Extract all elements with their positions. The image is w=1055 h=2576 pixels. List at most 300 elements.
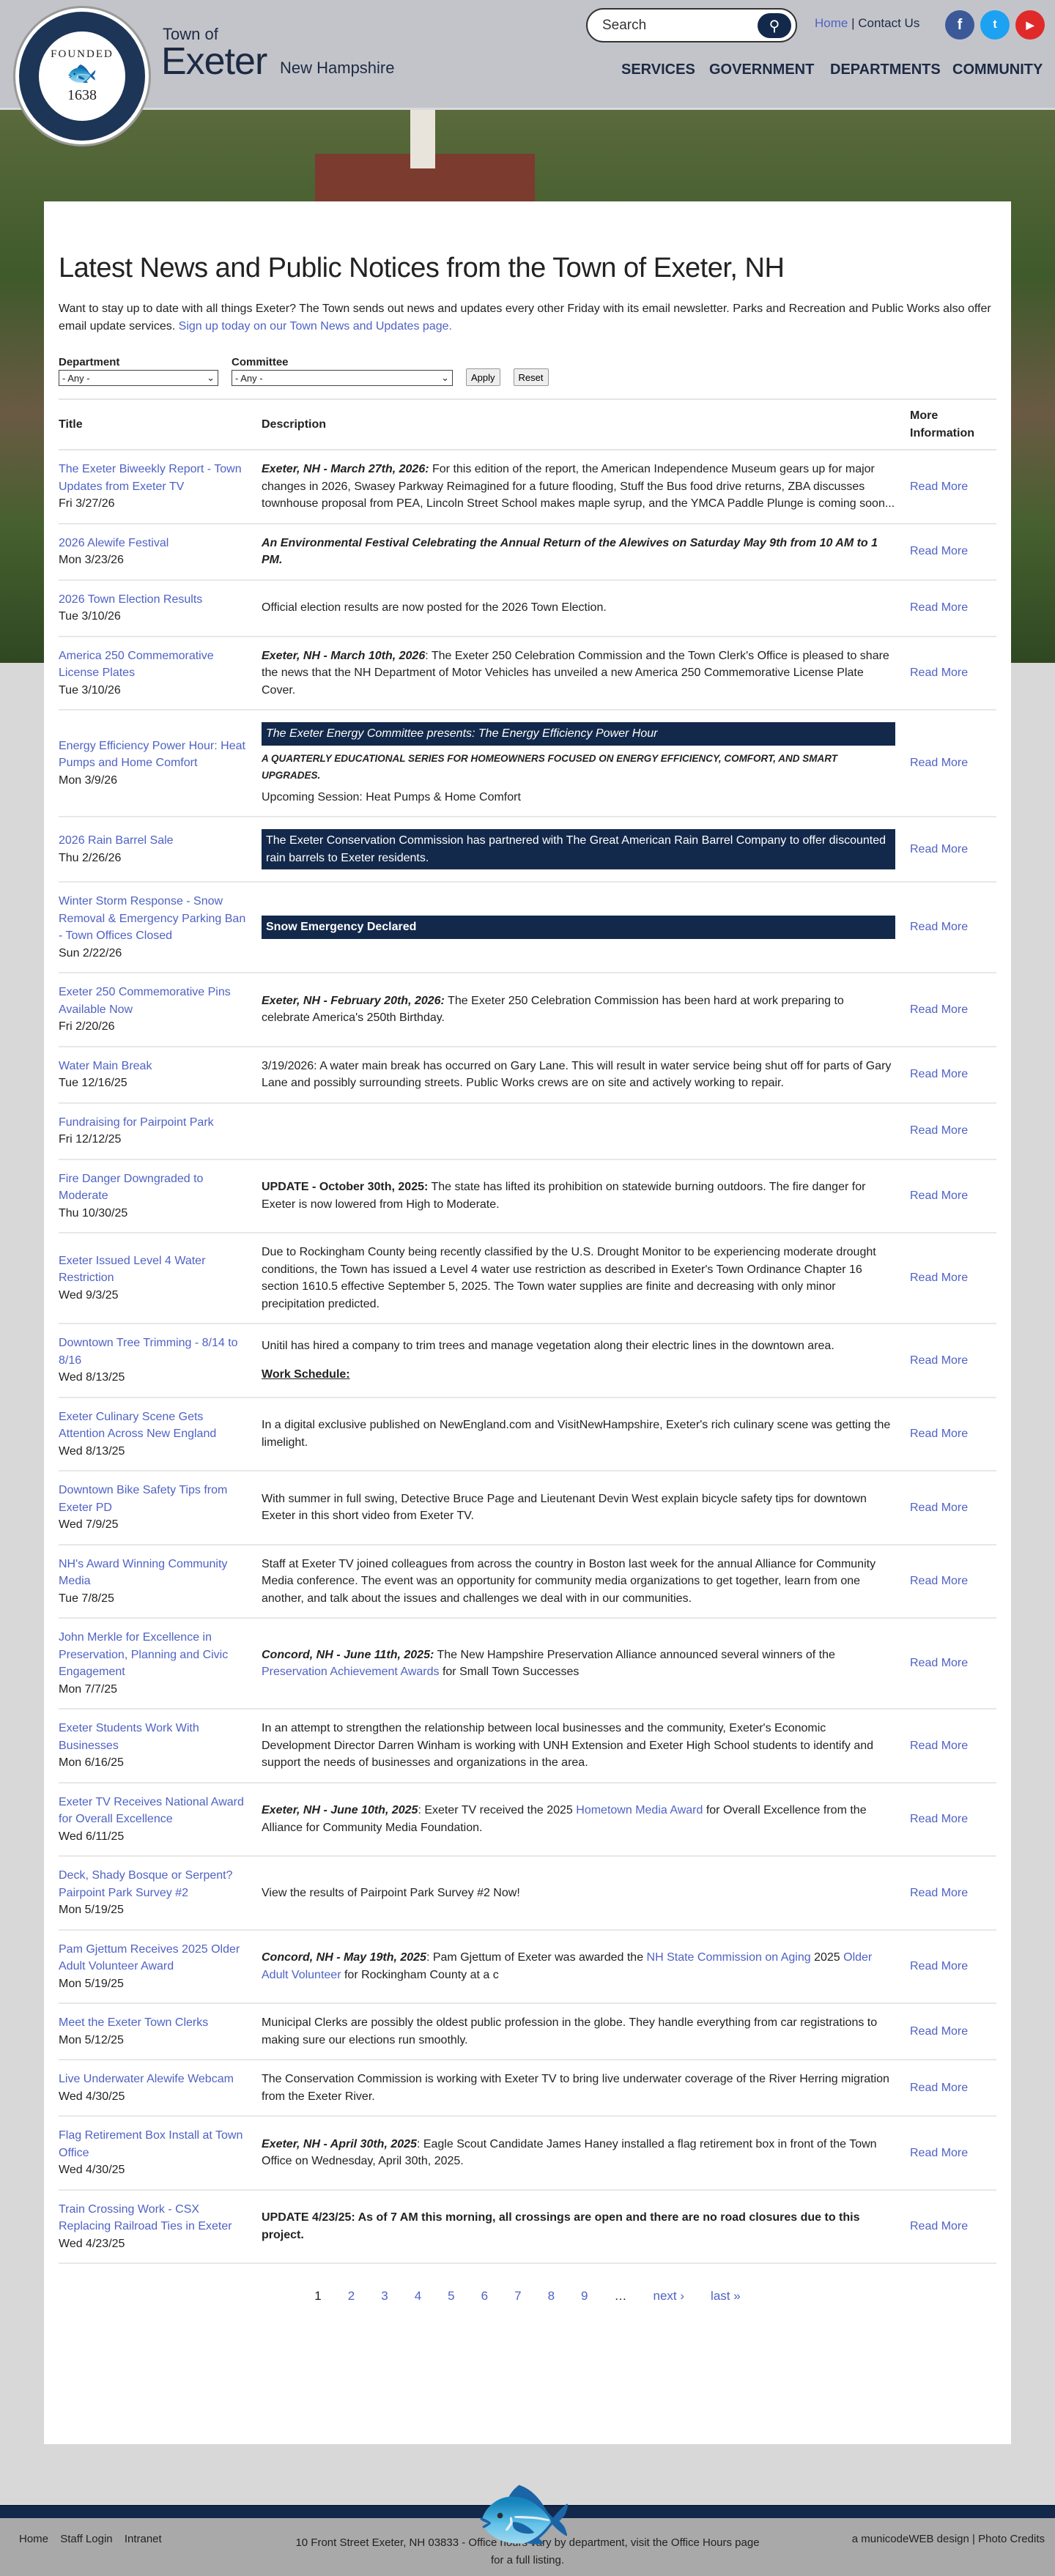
more-cell xyxy=(910,1398,996,1471)
page-link[interactable]: 3 xyxy=(381,2289,388,2303)
description-text: View the results of Pairpoint Park Survey #2 Now! xyxy=(262,1886,520,1899)
description-cell xyxy=(262,710,910,817)
page-link[interactable]: 9 xyxy=(581,2289,588,2303)
inline-link[interactable]: Hometown Media Award xyxy=(576,1804,703,1817)
news-title-link[interactable]: Exeter Issued Level 4 Water Restriction xyxy=(59,1254,206,1285)
footer-fish-icon: 🐟 xyxy=(473,2467,574,2557)
more-cell xyxy=(910,1103,996,1159)
description-paragraph xyxy=(262,1802,895,1836)
table-row xyxy=(59,1047,996,1103)
read-more-link[interactable]: Read More xyxy=(910,1657,969,1670)
more-cell xyxy=(910,1545,996,1619)
description-paragraph xyxy=(262,1337,895,1355)
news-title-link[interactable]: Downtown Bike Safety Tips from Exeter PD xyxy=(59,1484,228,1514)
news-date: Wed 8/13/25 xyxy=(59,1371,125,1384)
news-date: Tue 12/16/25 xyxy=(59,1077,127,1089)
title-cell xyxy=(59,710,262,817)
description-cell xyxy=(262,882,910,973)
table-row xyxy=(59,1471,996,1545)
intro-text xyxy=(59,300,996,335)
nav-government[interactable]: GOVERNMENT xyxy=(709,62,815,78)
news-date: Thu 2/26/26 xyxy=(59,851,122,864)
title-cell xyxy=(59,636,262,710)
page-link[interactable]: 5 xyxy=(448,2289,455,2303)
more-cell xyxy=(910,2190,996,2264)
site-footer: Home Staff Login Intranet 10 Front Street Exeter, NH 03833 - Office hours vary by department, visit the Office Hours page for a full listing. a municodeWEB design | Photo Credits xyxy=(0,2518,1055,2576)
state-label: New Hampshire xyxy=(280,59,395,77)
news-date: Mon 3/23/26 xyxy=(59,554,124,566)
news-date: Fri 2/20/26 xyxy=(59,1020,115,1033)
more-cell xyxy=(910,1047,996,1103)
title-cell xyxy=(59,973,262,1047)
town-of-label: Town of xyxy=(163,25,218,43)
description-paragraph xyxy=(262,2014,895,2049)
description-paragraph xyxy=(262,1885,895,1902)
title-cell xyxy=(59,2190,262,2264)
description-paragraph xyxy=(262,647,895,699)
site-header: Town of Exeter New Hampshire Search ⚲ Home | Contact Us f t ▶ SERVICES GOVERNMENT DEPARTMENTS COMMUNITY xyxy=(0,0,1055,110)
description-cell xyxy=(262,2116,910,2190)
highlight-box xyxy=(262,916,895,939)
description-cell xyxy=(262,2003,910,2060)
news-title-link[interactable]: Train Crossing Work - CSX Replacing Railroad Ties in Exeter xyxy=(59,2202,232,2232)
table-row xyxy=(59,817,996,882)
description-cell xyxy=(262,1324,910,1398)
title-cell xyxy=(59,1783,262,1857)
table-row xyxy=(59,524,996,580)
title-cell xyxy=(59,2060,262,2116)
title-cell xyxy=(59,580,262,636)
reset-button[interactable]: Reset xyxy=(514,368,549,386)
news-title-link[interactable]: John Merkle for Excellence in Preservation, Planning and Civic Engagement xyxy=(59,1631,229,1678)
description-paragraph xyxy=(262,461,895,513)
more-cell xyxy=(910,450,996,524)
news-title-link[interactable]: 2026 Rain Barrel Sale xyxy=(59,834,174,847)
description-cell xyxy=(262,1233,910,1324)
news-date: Fri 3/27/26 xyxy=(59,497,115,510)
news-title-link[interactable]: The Exeter Biweekly Report - Town Updates from Exeter TV xyxy=(59,463,242,493)
description-text: Official election results are now posted for the 2026 Town Election. xyxy=(262,601,607,615)
description-paragraph xyxy=(262,992,895,1027)
department-select[interactable] xyxy=(59,370,218,386)
news-date: Mon 3/9/26 xyxy=(59,773,118,787)
intro-body: Want to stay up to date with all things Exeter? The Town sends out news and updates every other Friday with its email newsletter. Parks and Recreation and Public Works also offer email update services. xyxy=(59,302,991,333)
title-cell xyxy=(59,1103,262,1159)
description-cell xyxy=(262,817,910,882)
description-text: UPDATE - October 30th, 2025: xyxy=(262,1181,429,1194)
description-paragraph xyxy=(262,1647,895,1681)
news-date: Wed 6/11/25 xyxy=(59,1830,125,1843)
description-cell xyxy=(262,1047,910,1103)
news-date: Wed 4/30/25 xyxy=(59,2090,125,2103)
description-text: The Exeter Energy Committee presents: The Energy Efficiency Power Hour xyxy=(266,727,658,740)
news-title-link[interactable]: Winter Storm Response - Snow Removal & Emergency Parking Ban - Town Offices Closed xyxy=(59,895,246,942)
news-date: Wed 9/3/25 xyxy=(59,1288,119,1302)
nav-community[interactable]: COMMUNITY xyxy=(952,62,1043,78)
more-cell xyxy=(910,710,996,817)
read-more-link[interactable]: Read More xyxy=(910,2146,969,2159)
description-text: Municipal Clerks are possibly the oldest public profession in the globe. They handle everything from car registrations to making sure our elections run smoothly. xyxy=(262,2016,878,2046)
news-date: Wed 7/9/25 xyxy=(59,1518,119,1531)
read-more-link[interactable]: Read More xyxy=(910,2220,969,2232)
read-more-link[interactable]: Read More xyxy=(910,757,969,770)
more-cell xyxy=(910,580,996,636)
description-text: Exeter, NH - June 10th, 2025 xyxy=(262,1804,418,1817)
description-paragraph xyxy=(262,1366,895,1384)
read-more-link[interactable]: Read More xyxy=(910,1272,969,1285)
description-text: 2025 xyxy=(810,1951,844,1964)
page-link[interactable]: 2 xyxy=(347,2289,355,2303)
description-cell xyxy=(262,1783,910,1857)
seal-founded: FOUNDED xyxy=(51,48,114,60)
youtube-icon[interactable]: ▶ xyxy=(1015,10,1045,40)
description-text: for Small Town Successes xyxy=(439,1666,580,1678)
table-row xyxy=(59,450,996,524)
description-text: : Eagle Scout Candidate James Haney installed a flag retirement box in front of the Town Office on Wednesday, April 30th, 2025. xyxy=(262,2137,877,2168)
news-date: Mon 5/19/25 xyxy=(59,1977,124,1990)
read-more-link[interactable]: Read More xyxy=(910,1886,969,1899)
read-more-link[interactable]: Read More xyxy=(910,1813,969,1825)
read-more-link[interactable]: Read More xyxy=(910,667,969,679)
description-cell xyxy=(262,1618,910,1709)
more-cell xyxy=(910,524,996,580)
search-icon[interactable]: ⚲ xyxy=(758,13,791,38)
title-cell xyxy=(59,2003,262,2060)
news-date: Tue 3/10/26 xyxy=(59,610,121,623)
read-more-link[interactable]: Read More xyxy=(910,921,969,934)
more-cell xyxy=(910,1930,996,2004)
committee-label: Committee xyxy=(232,356,289,368)
description-text: Snow Emergency Declared xyxy=(266,921,417,934)
description-text: Exeter, NH - February 20th, 2026: xyxy=(262,994,445,1007)
newsletter-signup-link[interactable]: Sign up today on our Town News and Updates page. xyxy=(178,320,452,333)
description-text: For this edition of the report, the American Independence Museum gears up for major changes in 2026, Swasey Parkway Reimagined for a future flooding, Stuff the Bus food drive returns, ZBA discusses townhouse proposal from PEA, Lincoln Street School makes maple syrup, and the YMCA Paddle Plunge is coming soon... xyxy=(262,463,895,510)
description-text: : Pam Gjettum of Exeter was awarded the xyxy=(426,1951,647,1964)
description-text: Upcoming Session: Heat Pumps & Home Comfort xyxy=(262,790,521,803)
inline-link[interactable]: Preservation Achievement Awards xyxy=(262,1666,440,1678)
news-title-link[interactable]: Downtown Tree Trimming - 8/14 to 8/16 xyxy=(59,1337,238,1367)
table-row xyxy=(59,973,996,1047)
table-row xyxy=(59,1103,996,1159)
description-text: Staff at Exeter TV joined colleagues from across the country in Boston last week for the annual Alliance for Community Media conference. The event was an opportunity for community media organizations to get together, learn from one another, and talk about the issues and challenges we deal with in our communities. xyxy=(262,1557,876,1605)
description-paragraph xyxy=(262,789,895,806)
title-cell xyxy=(59,1471,262,1545)
department-value: - Any - xyxy=(62,372,90,384)
search-placeholder: Search xyxy=(602,17,647,33)
nav-departments[interactable]: DEPARTMENTS xyxy=(830,62,941,78)
col-description: Description xyxy=(262,399,910,450)
description-paragraph xyxy=(262,1244,895,1313)
read-more-link[interactable]: Read More xyxy=(910,1189,969,1202)
page-title: Latest News and Public Notices from the Town of Exeter, NH xyxy=(59,253,785,283)
news-date: Tue 3/10/26 xyxy=(59,683,121,697)
description-text: In an attempt to strengthen the relationship between local businesses and the community, Exeter's Economic Development Director Darren Winham is working with UNH Extension and Exeter High School students to identify and support the needs of businesses and organizations in the area. xyxy=(262,1722,874,1769)
description-paragraph xyxy=(262,2209,895,2243)
more-cell xyxy=(910,1233,996,1324)
description-cell xyxy=(262,1856,910,1930)
description-cell xyxy=(262,524,910,580)
description-paragraph xyxy=(262,1949,895,1983)
more-cell xyxy=(910,1159,996,1233)
read-more-link[interactable]: Read More xyxy=(910,1428,969,1440)
description-cell xyxy=(262,973,910,1047)
page-link[interactable]: 6 xyxy=(481,2289,489,2303)
subheading xyxy=(262,750,895,784)
table-row xyxy=(59,882,996,973)
description-text: Concord, NH - May 19th, 2025 xyxy=(262,1951,426,1964)
seal-year: 1638 xyxy=(67,87,97,103)
site-name[interactable]: Exeter xyxy=(161,40,267,83)
footer-staff-login-link[interactable]: Staff Login xyxy=(60,2533,113,2545)
news-title-link[interactable]: Fundraising for Pairpoint Park xyxy=(59,1116,214,1129)
search-input[interactable] xyxy=(586,8,797,42)
more-cell xyxy=(910,1709,996,1783)
col-more-information: More Information xyxy=(910,399,996,450)
description-text: An Environmental Festival Celebrating the Annual Return of the Alewives on Saturday May 9th from 10 AM to 1 PM. xyxy=(262,536,878,566)
read-more-link[interactable]: Read More xyxy=(910,1960,969,1972)
description-text: : Exeter TV received the 2025 xyxy=(418,1804,577,1817)
table-row xyxy=(59,1398,996,1471)
more-cell xyxy=(910,636,996,710)
more-cell xyxy=(910,973,996,1047)
title-cell xyxy=(59,1709,262,1783)
page-ellipsis: … xyxy=(614,2289,627,2303)
inline-link[interactable]: NH State Commission on Aging xyxy=(646,1951,811,1964)
description-paragraph xyxy=(262,1417,895,1451)
inline-link[interactable]: Older Adult Volunteer xyxy=(262,1951,873,1981)
news-date: Wed 4/23/25 xyxy=(59,2237,125,2250)
description-cell xyxy=(262,1398,910,1471)
description-paragraph xyxy=(262,1491,895,1525)
page-link[interactable]: 7 xyxy=(514,2289,522,2303)
more-cell xyxy=(910,1618,996,1709)
title-cell xyxy=(59,1618,262,1709)
news-date: Mon 6/16/25 xyxy=(59,1756,124,1769)
table-row xyxy=(59,580,996,636)
page-link[interactable]: 4 xyxy=(414,2289,422,2303)
description-paragraph xyxy=(262,1556,895,1608)
committee-value: - Any - xyxy=(235,372,263,384)
description-paragraph xyxy=(262,2071,895,2105)
news-title-link[interactable]: America 250 Commemorative License Plates xyxy=(59,649,214,679)
description-text: The state has lifted its prohibition on statewide burning outdoors. The fire danger for Exeter is now lowered from High to Moderate. xyxy=(262,1181,866,1211)
news-title-link[interactable]: Exeter Culinary Scene Gets Attention Across New England xyxy=(59,1410,217,1440)
news-date: Thu 10/30/25 xyxy=(59,1206,128,1220)
more-cell xyxy=(910,2003,996,2060)
description-text: Unitil has hired a company to trim trees and manage vegetation along their electric lines in the downtown area. xyxy=(262,1339,834,1352)
contact-link[interactable]: Contact Us xyxy=(858,16,920,30)
chevron-down-icon: ⌄ xyxy=(441,372,449,383)
read-more-link[interactable]: Read More xyxy=(910,842,969,855)
more-cell xyxy=(910,2060,996,2116)
news-title-link[interactable]: Water Main Break xyxy=(59,1059,152,1072)
description-text: With summer in full swing, Detective Bruce Page and Lieutenant Devin West explain bicycle safety tips for downtown Exeter in this short video from Exeter TV. xyxy=(262,1492,867,1523)
title-cell xyxy=(59,2116,262,2190)
next-page-link[interactable]: next › xyxy=(653,2289,685,2303)
table-row xyxy=(59,2003,996,2060)
municode-link[interactable]: a municodeWEB design xyxy=(851,2533,969,2545)
table-row xyxy=(59,1233,996,1324)
read-more-link[interactable]: Read More xyxy=(910,1124,969,1137)
read-more-link[interactable]: Read More xyxy=(910,545,969,558)
description-paragraph xyxy=(262,2136,895,2170)
read-more-link[interactable]: Read More xyxy=(910,601,969,615)
description-text: Due to Rockingham County being recently classified by the U.S. Drought Monitor to be experiencing moderate drought conditions, the Town has issued a Level 4 water use restriction as described in Exeter's Town Ordinance Chapter 16 section 1610.5 effective September 5, 2025. The Town water supplies are finite and decreasing with only minor precipitation predicted. xyxy=(262,1246,876,1310)
description-text: 3/19/2026: A water main break has occurred on Gary Lane. This will result in water service being shut off for parts of Gary Lane and possibly surrounding streets. Public Works crews are on site and actively working to repair. xyxy=(262,1059,892,1089)
more-cell xyxy=(910,2116,996,2190)
news-date: Wed 8/13/25 xyxy=(59,1444,125,1458)
table-row xyxy=(59,1618,996,1709)
read-more-link[interactable]: Read More xyxy=(910,1003,969,1016)
description-cell xyxy=(262,2190,910,2264)
title-cell xyxy=(59,450,262,524)
photo-credits-link[interactable]: Photo Credits xyxy=(978,2533,1045,2545)
table-row xyxy=(59,1324,996,1398)
description-text: The New Hampshire Preservation Alliance announced several winners of the xyxy=(434,1648,835,1661)
footer-address: 10 Front Street Exeter, NH 03833 - Office hours vary by department, visit the Office Hours page for a full listing. xyxy=(295,2536,760,2566)
description-paragraph xyxy=(262,1058,895,1092)
read-more-link[interactable]: Read More xyxy=(910,1575,969,1587)
page-link[interactable]: 8 xyxy=(547,2289,555,2303)
description-cell xyxy=(262,1545,910,1619)
highlight-box xyxy=(262,722,895,746)
news-date: Mon 5/19/25 xyxy=(59,1904,124,1916)
description-cell xyxy=(262,1930,910,2004)
description-text: The Exeter Conservation Commission has partnered with The Great American Rain Barrel Company to offer discounted rain barrels to Exeter residents. xyxy=(266,834,886,864)
department-label: Department xyxy=(59,356,120,368)
description-text: Exeter, NH - April 30th, 2025 xyxy=(262,2137,417,2150)
description-text: for Rockingham County at a c xyxy=(341,1968,499,1981)
description-text: Exeter, NH - March 27th, 2026: xyxy=(262,463,429,475)
footer-intranet-link[interactable]: Intranet xyxy=(124,2533,162,2545)
footer-home-link[interactable]: Home xyxy=(19,2533,49,2545)
title-cell xyxy=(59,1159,262,1233)
news-date: Fri 12/12/25 xyxy=(59,1133,122,1146)
description-text: The Conservation Commission is working with Exeter TV to bring live underwater coverage of the River Herring migration from the Exeter River. xyxy=(262,2073,889,2103)
title-cell xyxy=(59,1233,262,1324)
page-current: 1 xyxy=(314,2289,322,2303)
description-paragraph xyxy=(262,1178,895,1213)
title-cell xyxy=(59,1856,262,1930)
read-more-link[interactable]: Read More xyxy=(910,1354,969,1367)
description-cell xyxy=(262,1159,910,1233)
description-cell xyxy=(262,1709,910,1783)
description-text: Work Schedule: xyxy=(262,1368,350,1381)
news-title-link[interactable]: Flag Retirement Box Install at Town Office xyxy=(59,2129,243,2159)
description-cell xyxy=(262,450,910,524)
description-paragraph xyxy=(262,1720,895,1772)
description-text: Exeter, NH - March 10th, 2026 xyxy=(262,649,426,662)
read-more-link[interactable]: Read More xyxy=(910,2081,969,2094)
more-cell xyxy=(910,817,996,882)
description-cell xyxy=(262,636,910,710)
description-text: In a digital exclusive published on NewEngland.com and VisitNewHampshire, Exeter's rich culinary scene was getting the limelight. xyxy=(262,1419,891,1449)
news-date: Mon 5/12/25 xyxy=(59,2033,124,2046)
table-row xyxy=(59,636,996,710)
table-row xyxy=(59,1930,996,2004)
title-cell xyxy=(59,524,262,580)
last-page-link[interactable]: last » xyxy=(711,2289,741,2303)
news-title-link[interactable]: Exeter 250 Commemorative Pins Available Now xyxy=(59,986,231,1016)
more-cell xyxy=(910,1324,996,1398)
table-row xyxy=(59,2116,996,2190)
table-row xyxy=(59,710,996,817)
title-cell xyxy=(59,882,262,973)
pagination xyxy=(59,2289,996,2304)
description-text: The Exeter 250 Celebration Commission has been hard at work preparing to celebrate America's 250th Birthday. xyxy=(262,994,844,1025)
news-title-link[interactable]: Live Underwater Alewife Webcam xyxy=(59,2073,234,2085)
news-title-link[interactable]: 2026 Alewife Festival xyxy=(59,536,169,549)
news-date: Wed 4/30/25 xyxy=(59,2164,125,2176)
description-cell xyxy=(262,580,910,636)
more-cell xyxy=(910,1471,996,1545)
more-cell xyxy=(910,882,996,973)
read-more-link[interactable]: Read More xyxy=(910,2024,969,2038)
table-row xyxy=(59,1545,996,1619)
description-text: for Overall Excellence from the Alliance for Community Media Foundation. xyxy=(262,1804,867,1834)
news-title-link[interactable]: Fire Danger Downgraded to Moderate xyxy=(59,1172,204,1202)
news-date: Mon 7/7/25 xyxy=(59,1682,118,1696)
fish-icon: 🐟 xyxy=(66,60,98,87)
title-cell xyxy=(59,1398,262,1471)
nav-services[interactable]: SERVICES xyxy=(621,62,695,78)
highlight-box xyxy=(262,829,895,869)
more-cell xyxy=(910,1783,996,1857)
title-cell xyxy=(59,817,262,882)
table-row xyxy=(59,1856,996,1930)
table-row xyxy=(59,2190,996,2264)
facebook-icon[interactable]: f xyxy=(945,10,974,40)
news-title-link[interactable]: Exeter Students Work With Businesses xyxy=(59,1722,199,1752)
description-text: Concord, NH - June 11th, 2025: xyxy=(262,1648,434,1661)
read-more-link[interactable]: Read More xyxy=(910,1068,969,1081)
description-paragraph xyxy=(262,535,895,569)
title-cell xyxy=(59,1324,262,1398)
table-row xyxy=(59,1783,996,1857)
news-title-link[interactable]: Meet the Exeter Town Clerks xyxy=(59,2016,209,2029)
description-cell xyxy=(262,2060,910,2116)
news-date: Sun 2/22/26 xyxy=(59,946,122,959)
col-title: Title xyxy=(59,399,262,450)
news-date: Tue 7/8/25 xyxy=(59,1592,114,1605)
description-text: A QUARTERLY EDUCATIONAL SERIES FOR HOMEOWNERS FOCUSED ON ENERGY EFFICIENCY, COMFORT, AND SMART UPGRADES. xyxy=(262,752,838,781)
news-title-link[interactable]: Pam Gjettum Receives 2025 Older Adult Volunteer Award xyxy=(59,1942,240,1972)
more-cell xyxy=(910,1856,996,1930)
apply-button[interactable]: Apply xyxy=(466,368,500,386)
description-paragraph xyxy=(262,599,895,617)
read-more-link[interactable]: Read More xyxy=(910,1739,969,1752)
news-title-link[interactable]: 2026 Town Election Results xyxy=(59,593,203,606)
chevron-down-icon: ⌄ xyxy=(207,372,215,383)
table-row xyxy=(59,1159,996,1233)
read-more-link[interactable]: Read More xyxy=(910,480,969,493)
table-row xyxy=(59,1709,996,1783)
description-text: UPDATE 4/23/25: As of 7 AM this morning, all crossings are open and there are no road closures due to this project. xyxy=(262,2211,860,2241)
title-cell xyxy=(59,1047,262,1103)
committee-select[interactable] xyxy=(232,370,453,386)
news-title-link[interactable]: NH's Award Winning Community Media xyxy=(59,1557,228,1587)
town-seal-logo[interactable] xyxy=(13,6,151,146)
twitter-icon[interactable]: t xyxy=(980,10,1010,40)
news-title-link[interactable]: Energy Efficiency Power Hour: Heat Pumps and Home Comfort xyxy=(59,739,245,770)
news-title-link[interactable]: Exeter TV Receives National Award for Overall Excellence xyxy=(59,1795,244,1825)
main-content xyxy=(44,201,1011,2444)
home-link[interactable]: Home xyxy=(815,16,848,30)
title-cell xyxy=(59,1930,262,2004)
news-title-link[interactable]: Deck, Shady Bosque or Serpent? Pairpoint Park Survey #2 xyxy=(59,1869,233,1899)
read-more-link[interactable]: Read More xyxy=(910,1501,969,1514)
description-cell xyxy=(262,1103,910,1159)
